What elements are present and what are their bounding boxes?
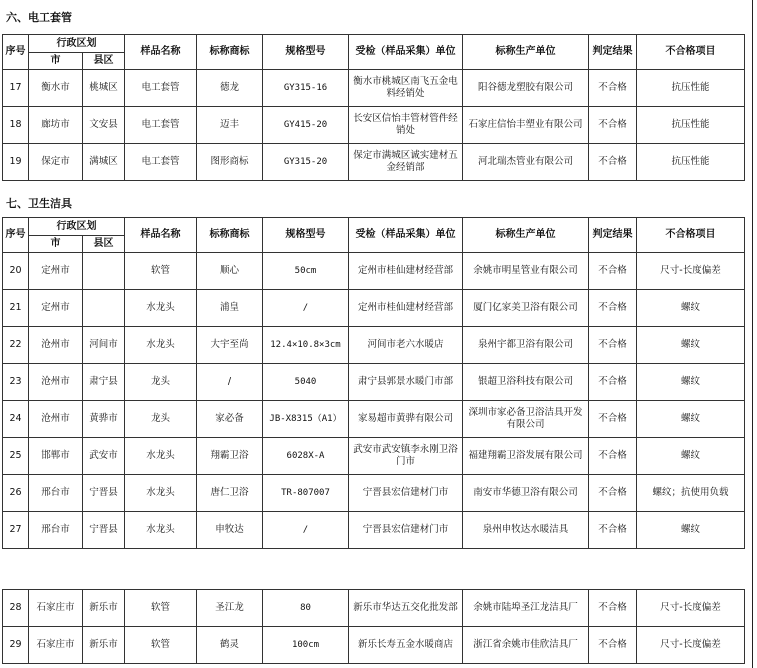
model-cell: 5040 — [263, 364, 349, 401]
product-cell: 水龙头 — [125, 475, 197, 512]
product-cell: 水龙头 — [125, 512, 197, 549]
result-cell: 不合格 — [589, 512, 637, 549]
result-cell: 不合格 — [589, 144, 637, 181]
section-title-conduit: 六、电工套管 — [6, 11, 72, 24]
city-cell: 邯郸市 — [29, 438, 83, 475]
header-row — [3, 218, 745, 236]
product-cell: 电工套管 — [125, 70, 197, 107]
seq-cell: 27 — [3, 512, 29, 549]
seller-cell: 定州市桂仙建材经营部 — [349, 290, 463, 327]
seq-cell: 21 — [3, 290, 29, 327]
maker-cell: 南安市华德卫浴有限公司 — [463, 475, 589, 512]
seller-cell: 保定市满城区诚实建材五金经销部 — [349, 144, 463, 181]
city-cell: 石家庄市 — [29, 590, 83, 627]
model-cell: 80 — [263, 590, 349, 627]
model-cell: TR-807007 — [263, 475, 349, 512]
brand-cell: 翔霸卫浴 — [197, 438, 263, 475]
seq-cell: 25 — [3, 438, 29, 475]
maker-cell: 银超卫浴科技有限公司 — [463, 364, 589, 401]
brand-cell: 德龙 — [197, 70, 263, 107]
header-row — [3, 35, 745, 53]
header-county: 县区 — [83, 236, 125, 253]
product-cell: 电工套管 — [125, 107, 197, 144]
county-cell: 新乐市 — [83, 590, 125, 627]
seller-cell: 新乐长寿五金水暖商店 — [349, 627, 463, 664]
seq-cell: 22 — [3, 327, 29, 364]
city-cell: 沧州市 — [29, 364, 83, 401]
section-title-sanitary: 七、卫生洁具 — [6, 197, 72, 210]
county-cell: 黄骅市 — [83, 401, 125, 438]
model-cell: 100cm — [263, 627, 349, 664]
table-row — [3, 144, 745, 181]
defect-cell: 螺纹 — [637, 290, 745, 327]
header-model: 规格型号 — [263, 218, 349, 253]
header-defect: 不合格项目 — [637, 35, 745, 70]
header-product: 样品名称 — [125, 218, 197, 253]
seq-cell: 29 — [3, 627, 29, 664]
seller-cell: 河间市老六水暖店 — [349, 327, 463, 364]
header-maker: 标称生产单位 — [463, 218, 589, 253]
city-cell: 廊坊市 — [29, 107, 83, 144]
seq-cell: 18 — [3, 107, 29, 144]
model-cell: GY415-20 — [263, 107, 349, 144]
header-product: 样品名称 — [125, 35, 197, 70]
seller-cell: 宁晋县宏信建材门市 — [349, 512, 463, 549]
result-cell: 不合格 — [589, 475, 637, 512]
maker-cell: 泉州申牧达水暖洁具 — [463, 512, 589, 549]
city-cell: 衡水市 — [29, 70, 83, 107]
city-cell: 定州市 — [29, 290, 83, 327]
product-cell: 电工套管 — [125, 144, 197, 181]
brand-cell: 申牧达 — [197, 512, 263, 549]
maker-cell: 阳谷德龙塑胶有限公司 — [463, 70, 589, 107]
city-cell: 石家庄市 — [29, 627, 83, 664]
seller-cell: 定州市桂仙建材经营部 — [349, 253, 463, 290]
city-cell: 邢台市 — [29, 475, 83, 512]
sanitary-table-continued — [2, 589, 745, 664]
county-cell: 桃城区 — [83, 70, 125, 107]
model-cell: 12.4×10.8×3cm — [263, 327, 349, 364]
result-cell: 不合格 — [589, 438, 637, 475]
table-row — [3, 475, 745, 512]
header-seq: 序号 — [3, 218, 29, 253]
result-cell: 不合格 — [589, 327, 637, 364]
seller-cell: 衡水市桃城区南飞五金电料经销处 — [349, 70, 463, 107]
sanitary-table — [2, 217, 745, 549]
brand-cell: 家必备 — [197, 401, 263, 438]
product-cell: 水龙头 — [125, 327, 197, 364]
county-cell: 肃宁县 — [83, 364, 125, 401]
brand-cell: 圣江龙 — [197, 590, 263, 627]
header-region: 行政区划 — [29, 35, 125, 53]
county-cell: 武安市 — [83, 438, 125, 475]
header-model: 规格型号 — [263, 35, 349, 70]
brand-cell: 浦皇 — [197, 290, 263, 327]
header-maker: 标称生产单位 — [463, 35, 589, 70]
table-row — [3, 290, 745, 327]
table-row — [3, 401, 745, 438]
brand-cell: / — [197, 364, 263, 401]
defect-cell: 螺纹；抗使用负载 — [637, 475, 745, 512]
maker-cell: 泉州宇都卫浴有限公司 — [463, 327, 589, 364]
table-row — [3, 512, 745, 549]
county-cell: 满城区 — [83, 144, 125, 181]
county-cell: 河间市 — [83, 327, 125, 364]
result-cell: 不合格 — [589, 107, 637, 144]
result-cell: 不合格 — [589, 364, 637, 401]
seller-cell: 新乐市华达五交化批发部 — [349, 590, 463, 627]
maker-cell: 河北瑞杰管业有限公司 — [463, 144, 589, 181]
header-result: 判定结果 — [589, 35, 637, 70]
defect-cell: 尺寸-长度偏差 — [637, 253, 745, 290]
model-cell: / — [263, 290, 349, 327]
table-row — [3, 107, 745, 144]
seq-cell: 24 — [3, 401, 29, 438]
maker-cell: 福建翔霸卫浴发展有限公司 — [463, 438, 589, 475]
product-cell: 龙头 — [125, 401, 197, 438]
table-row — [3, 327, 745, 364]
header-city: 市 — [29, 53, 83, 70]
seller-cell: 武安市武安镇李永刚卫浴门市 — [349, 438, 463, 475]
header-seller: 受检（样品采集）单位 — [349, 35, 463, 70]
defect-cell: 螺纹 — [637, 512, 745, 549]
model-cell: GY315-16 — [263, 70, 349, 107]
product-cell: 软管 — [125, 253, 197, 290]
seq-cell: 28 — [3, 590, 29, 627]
defect-cell: 螺纹 — [637, 401, 745, 438]
brand-cell: 顺心 — [197, 253, 263, 290]
table-row — [3, 364, 745, 401]
brand-cell: 大宇至尚 — [197, 327, 263, 364]
seller-cell: 宁晋县宏信建材门市 — [349, 475, 463, 512]
header-brand: 标称商标 — [197, 35, 263, 70]
county-cell: 宁晋县 — [83, 512, 125, 549]
maker-cell: 厦门亿家美卫浴有限公司 — [463, 290, 589, 327]
maker-cell: 余姚市陆埠圣江龙洁具厂 — [463, 590, 589, 627]
county-cell — [83, 290, 125, 327]
seq-cell: 19 — [3, 144, 29, 181]
maker-cell: 石家庄信怡丰塑业有限公司 — [463, 107, 589, 144]
product-cell: 软管 — [125, 627, 197, 664]
header-county: 县区 — [83, 53, 125, 70]
product-cell: 水龙头 — [125, 438, 197, 475]
seller-cell: 家易超市黄骅有限公司 — [349, 401, 463, 438]
county-cell — [83, 253, 125, 290]
brand-cell: 图形商标 — [197, 144, 263, 181]
table-row — [3, 70, 745, 107]
seq-cell: 20 — [3, 253, 29, 290]
city-cell: 邢台市 — [29, 512, 83, 549]
header-result: 判定结果 — [589, 218, 637, 253]
seller-cell: 长安区信怡丰管材管件经销处 — [349, 107, 463, 144]
model-cell: JB-X8315（A1） — [263, 401, 349, 438]
product-cell: 水龙头 — [125, 290, 197, 327]
maker-cell: 深圳市家必备卫浴洁具开发有限公司 — [463, 401, 589, 438]
header-region: 行政区划 — [29, 218, 125, 236]
county-cell: 文安县 — [83, 107, 125, 144]
defect-cell: 螺纹 — [637, 438, 745, 475]
city-cell: 保定市 — [29, 144, 83, 181]
brand-cell: 迈丰 — [197, 107, 263, 144]
maker-cell: 余姚市明星管业有限公司 — [463, 253, 589, 290]
model-cell: / — [263, 512, 349, 549]
seq-cell: 23 — [3, 364, 29, 401]
conduit-table — [2, 34, 745, 181]
defect-cell: 尺寸-长度偏差 — [637, 590, 745, 627]
product-cell: 龙头 — [125, 364, 197, 401]
seller-cell: 肃宁县郭景水暖门市部 — [349, 364, 463, 401]
defect-cell: 抗压性能 — [637, 107, 745, 144]
model-cell: 6028X-A — [263, 438, 349, 475]
result-cell: 不合格 — [589, 290, 637, 327]
header-seq: 序号 — [3, 35, 29, 70]
seq-cell: 17 — [3, 70, 29, 107]
defect-cell: 抗压性能 — [637, 144, 745, 181]
model-cell: GY315-20 — [263, 144, 349, 181]
defect-cell: 螺纹 — [637, 327, 745, 364]
table-row — [3, 627, 745, 664]
result-cell: 不合格 — [589, 253, 637, 290]
table-row — [3, 438, 745, 475]
product-cell: 软管 — [125, 590, 197, 627]
table-row — [3, 590, 745, 627]
defect-cell: 螺纹 — [637, 364, 745, 401]
city-cell: 定州市 — [29, 253, 83, 290]
header-city: 市 — [29, 236, 83, 253]
city-cell: 沧州市 — [29, 401, 83, 438]
county-cell: 宁晋县 — [83, 475, 125, 512]
brand-cell: 唐仁卫浴 — [197, 475, 263, 512]
city-cell: 沧州市 — [29, 327, 83, 364]
defect-cell: 抗压性能 — [637, 70, 745, 107]
seq-cell: 26 — [3, 475, 29, 512]
maker-cell: 浙江省余姚市佳欣洁具厂 — [463, 627, 589, 664]
page-border-line — [752, 0, 753, 668]
result-cell: 不合格 — [589, 590, 637, 627]
model-cell: 50cm — [263, 253, 349, 290]
header-seller: 受检（样品采集）单位 — [349, 218, 463, 253]
result-cell: 不合格 — [589, 627, 637, 664]
county-cell: 新乐市 — [83, 627, 125, 664]
result-cell: 不合格 — [589, 70, 637, 107]
defect-cell: 尺寸-长度偏差 — [637, 627, 745, 664]
header-brand: 标称商标 — [197, 218, 263, 253]
table-row — [3, 253, 745, 290]
result-cell: 不合格 — [589, 401, 637, 438]
brand-cell: 鹤灵 — [197, 627, 263, 664]
header-defect: 不合格项目 — [637, 218, 745, 253]
